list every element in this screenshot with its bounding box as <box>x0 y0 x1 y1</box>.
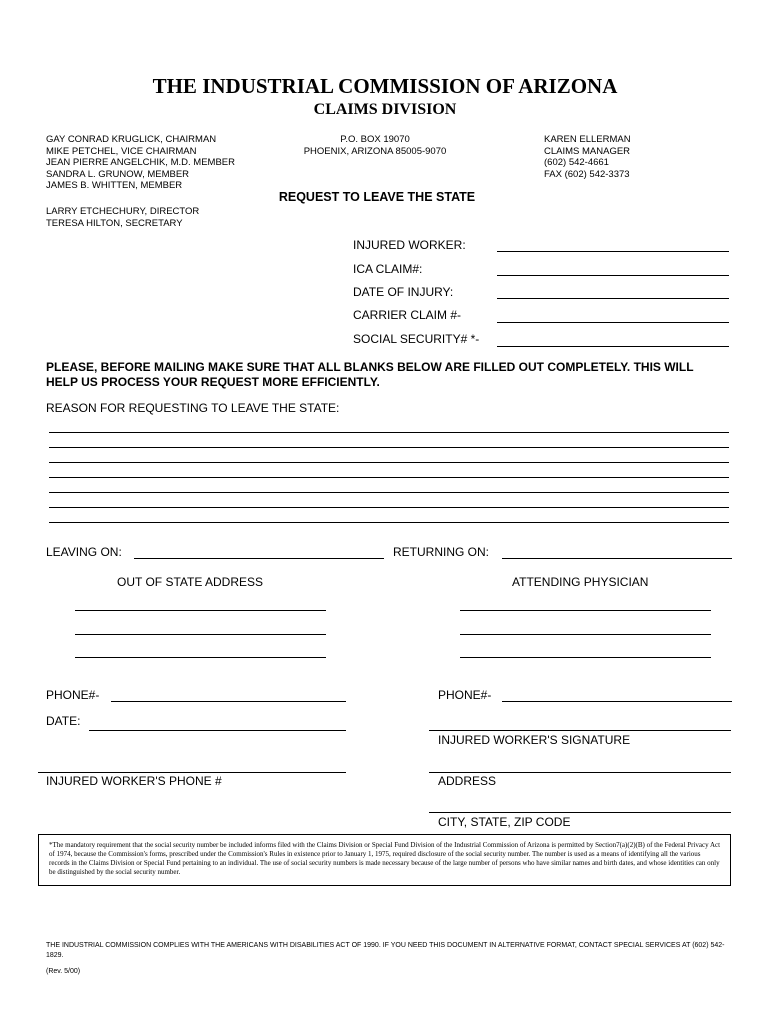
city-state-zip-label: CITY, STATE, ZIP CODE <box>438 815 571 829</box>
reason-label: REASON FOR REQUESTING TO LEAVE THE STATE: <box>46 401 340 415</box>
carrier-claim-label: CARRIER CLAIM #- <box>353 308 462 322</box>
returning-on-label: RETURNING ON: <box>393 545 489 559</box>
claims-manager-block <box>544 134 631 180</box>
carrier-claim-field[interactable] <box>497 322 729 323</box>
ica-claim-field[interactable] <box>497 275 729 276</box>
privacy-notice-text: *The mandatory requirement that the social security number be included informs filed with the Claims Division or Special Fund Division of the Industrial Commission of Arizona is permitted by Section7(a)(2)(B) of the Federal Privacy Act of 1974, because the Commission's forms, prescribed under the Commission's Rules in existence prior to January 1, 1975, required disclosure of the social security number. The number is used as a means of identifying all the various records in the Claims Division or Special Fund pertaining to an individual. The use of social security numbers is made necessary because of the large number of persons who have similar names and birth dates, and whose identities can only be distinguished by the social security number. <box>49 841 721 876</box>
ada-notice: THE INDUSTRIAL COMMISSION COMPLIES WITH THE AMERICANS WITH DISABILITIES ACT OF 1990. IF YOU NEED THIS DOCUMENT IN ALTERNATIVE FORMAT, CONTACT SPECIAL SERVICES AT (602) 542-1829. <box>46 942 725 959</box>
attending-physician-line[interactable] <box>460 657 711 658</box>
injured-worker-field[interactable] <box>497 251 729 252</box>
page-subtitle: CLAIMS DIVISION <box>313 101 457 118</box>
phone-right-label: PHONE#- <box>438 688 492 702</box>
reason-line[interactable] <box>49 522 729 523</box>
staff-block <box>46 206 199 229</box>
out-of-state-address-line[interactable] <box>75 657 326 658</box>
social-security-label: SOCIAL SECURITY# *- <box>353 332 480 346</box>
reason-line[interactable] <box>49 432 729 433</box>
staff-line: TERESA HILTON, SECRETARY <box>46 217 183 229</box>
instructions: PLEASE, BEFORE MAILING MAKE SURE THAT ALL BLANKS BELOW ARE FILLED OUT COMPLETELY. THIS WILL HELP US PROCESS YOUR REQUEST MORE EFFICIENTLY. <box>46 360 694 389</box>
date-of-injury-label: DATE OF INJURY: <box>353 285 454 299</box>
member-line: MIKE PETCHEL, VICE CHAIRMAN <box>46 145 197 157</box>
returning-on-field[interactable] <box>502 558 732 559</box>
attending-physician-label: ATTENDING PHYSICIAN <box>512 575 649 589</box>
signature-label: INJURED WORKER'S SIGNATURE <box>438 733 631 747</box>
reason-line[interactable] <box>49 507 729 508</box>
address-line: PHOENIX, ARIZONA 85005-9070 <box>303 145 447 157</box>
reason-line[interactable] <box>49 447 729 448</box>
manager-line: KAREN ELLERMAN <box>544 134 631 145</box>
worker-phone-label: INJURED WORKER'S PHONE # <box>46 774 222 788</box>
page-title: THE INDUSTRIAL COMMISSION OF ARIZONA <box>152 74 618 98</box>
city-state-zip-field[interactable] <box>429 812 731 813</box>
date-of-injury-field[interactable] <box>497 298 729 299</box>
mailing-address <box>300 134 450 157</box>
leaving-on-label: LEAVING ON: <box>46 545 122 559</box>
leaving-on-field[interactable] <box>134 558 384 559</box>
staff-line: LARRY ETCHECHURY, DIRECTOR <box>46 206 200 217</box>
address-line: P.O. BOX 19070 <box>340 134 410 145</box>
out-of-state-address-line[interactable] <box>75 634 326 635</box>
address-label: ADDRESS <box>438 774 497 788</box>
reason-line[interactable] <box>49 492 729 493</box>
worker-phone-field[interactable] <box>38 772 346 773</box>
attending-physician-line[interactable] <box>460 634 711 635</box>
attending-physician-line[interactable] <box>460 610 711 611</box>
reason-line[interactable] <box>49 462 729 463</box>
member-line: JAMES B. WHITTEN, MEMBER <box>46 180 183 191</box>
ica-claim-label: ICA CLAIM#: <box>353 262 423 276</box>
date-field[interactable] <box>89 730 346 731</box>
social-security-field[interactable] <box>497 346 729 347</box>
phone-left-label: PHONE#- <box>46 688 100 702</box>
revision-date: (Rev. 5/00) <box>46 968 81 975</box>
manager-line: FAX (602) 542-3373 <box>544 168 630 180</box>
out-of-state-address-label: OUT OF STATE ADDRESS <box>117 575 264 589</box>
address-field[interactable] <box>429 772 731 773</box>
manager-line: (602) 542-4661 <box>544 157 609 168</box>
privacy-notice <box>38 834 731 886</box>
form-heading: REQUEST TO LEAVE THE STATE <box>278 190 476 204</box>
member-line: GAY CONRAD KRUGLICK, CHAIRMAN <box>46 134 217 145</box>
member-line: JEAN PIERRE ANGELCHIK, M.D. MEMBER <box>46 157 235 168</box>
phone-left-field[interactable] <box>111 701 346 702</box>
out-of-state-address-line[interactable] <box>75 610 326 611</box>
member-line: SANDRA L. GRUNOW, MEMBER <box>46 168 190 180</box>
manager-line: CLAIMS MANAGER <box>544 145 631 157</box>
commission-members <box>46 134 235 192</box>
injured-worker-label: INJURED WORKER: <box>353 238 466 252</box>
phone-right-field[interactable] <box>502 701 732 702</box>
date-label: DATE: <box>46 714 81 728</box>
reason-line[interactable] <box>49 477 729 478</box>
signature-field[interactable] <box>429 730 731 731</box>
